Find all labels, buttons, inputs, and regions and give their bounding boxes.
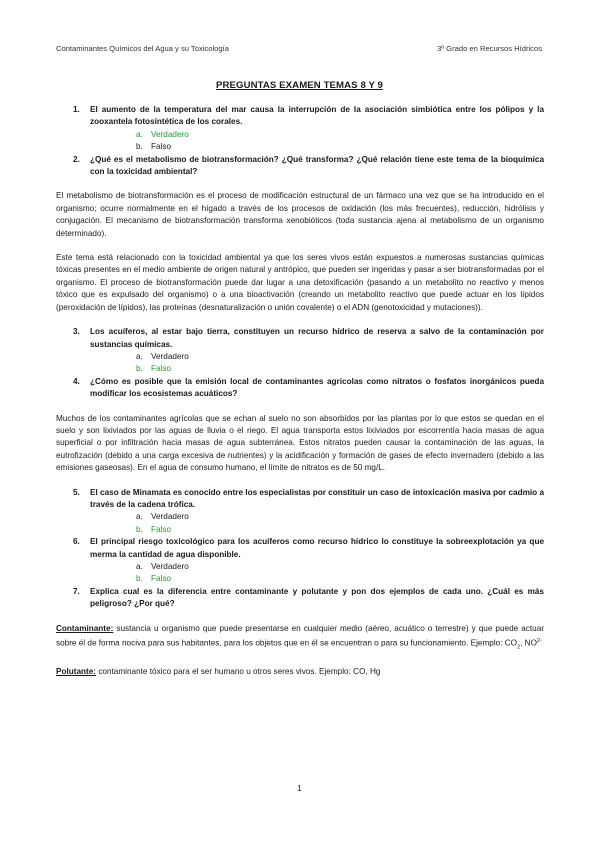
term-polutante: Polutante: bbox=[56, 666, 97, 676]
option-false-correct: b. Falso bbox=[136, 524, 172, 534]
question-text: Los acuíferos, al estar bajo tierra, constituyen un recurso hídrico de reserva a salvo de la contaminación por sustancias químicas. bbox=[90, 327, 544, 349]
question-7 bbox=[56, 586, 544, 611]
option-true: a. Verdadero bbox=[136, 562, 189, 571]
option-false-correct: b. Falso bbox=[136, 364, 172, 374]
question-number: 4. bbox=[73, 376, 80, 386]
option-true: a. Verdadero bbox=[136, 512, 189, 522]
question-text: El aumento de la temperatura del mar causa la interrupción de la asociación simbiótica entre los pólipos y la zooxantela fotosintética de los corales. bbox=[90, 105, 544, 127]
header-degree: 3º Grado en Recursos Hídricos bbox=[437, 44, 542, 53]
question-text: El caso de Minamata es conocido entre los especialistas por constituir un caso de intoxicación masiva por cadmio a través de la cadena trófica. bbox=[90, 487, 544, 509]
question-text: ¿Qué es el metabolismo de biotransformación? ¿Qué transforma? ¿Qué relación tiene este tema de la bioquímica con la toxicidad ambiental? bbox=[90, 154, 544, 177]
question-6 bbox=[56, 536, 544, 561]
question-number: 1. bbox=[73, 105, 80, 114]
term-contaminante: Contaminante: bbox=[56, 623, 114, 633]
definition-contaminante: Contaminante: sustancia u organismo que puede presentarse en cualquier medio (aéreo, acuático o terrestre) y que puede actuar sobre él de forma nociva para sus habitantes, para los objetos que en él se encuentran o para su funcionamiento. Ejemplo: $CO_2$, $NO^{2-}$ bbox=[56, 623, 544, 651]
question-3-options bbox=[56, 351, 544, 376]
question-number: 2. bbox=[73, 154, 80, 164]
question-3 bbox=[56, 326, 544, 351]
option-true: a. Verdadero bbox=[136, 351, 189, 361]
question-number: 6. bbox=[73, 537, 80, 547]
option-false-correct: b. Falso bbox=[136, 574, 172, 584]
option-false: b. Falso bbox=[136, 142, 172, 152]
answer-paragraph: Muchos de los contaminantes agrícolas que se echan al suelo no son absorbidos por las plantas por lo que estos se quedan en el suelo y son lixiviados por las aguas de lluvia o el riego. El agua transporta estos lixiviados por escorrentía hacia masas de agua superficial o por infiltración hacia masas de agua subterránea. Estos nitratos pueden causar la contaminación de las aguas, la eutrofización (debido a una carga excesiva de nutrientes) y la acidificación y formación de gases de efecto invernadero (debido a las emisiones gaseosas). En el agua de consumo humano, el límite de nitratos es de 50 mg/L. bbox=[56, 413, 544, 473]
question-number: 7. bbox=[73, 586, 80, 596]
question-text: ¿Cómo es posible que la emisión local de contaminantes agrícolas como nitratos o fosfatos inorgánicos pueda modificar los ecosistemas acuáticos? bbox=[90, 376, 544, 399]
question-number: 3. bbox=[73, 327, 80, 337]
page-number: 1 bbox=[297, 784, 302, 793]
question-number: 5. bbox=[73, 487, 80, 497]
answer-paragraph: Este tema está relacionado con la toxicidad ambiental ya que los seres vivos están expuestos a numerosas sustancias químicas tóxicas presentes en el medio ambiente de origen natural y antrópico, que pueden ser ingeridas y pasar a ser biotransformadas por el organismo. El proceso de biotransformación puede dar lugar a una detoxificación (pasando a un metabolito no reactivo y menos tóxico que es expulsado del organismo) o a una bioactivación (creando un metabolito reactivo que puede actuar en los lípidos (peroxidación de lípidos), las proteínas (desnaturalización o unión covalente) o el ADN (genotoxicidad y mutaciones)). bbox=[56, 253, 544, 312]
question-4 bbox=[56, 376, 544, 401]
question-6-options bbox=[56, 561, 544, 586]
option-true-correct: a. Verdadero bbox=[136, 129, 189, 139]
question-5-options bbox=[56, 511, 544, 536]
question-text: El principal riesgo toxicológico para los acuíferos como recurso hídrico lo constituye la sobreexplotación ya que merma la cantidad de agua disponible. bbox=[90, 537, 544, 559]
answer-paragraph: El metabolismo de biotransformación es el proceso de modificación estructural de un fármaco una vez que se ha introducido en el organismo; ocurre normalmente en el hígado a través de los procesos de oxidación (los más frecuentes), reducción, hidrólisis y conjugación. El mecanismo de biotransformación transforma xenobióticos (toda sustancia ajena al metabolismo de un organismo determinado). bbox=[56, 191, 544, 238]
question-1 bbox=[56, 104, 544, 129]
question-1-options bbox=[56, 129, 544, 154]
definition-polutante: Polutante: contaminante tóxico para el ser humano u otros seres vivos. Ejemplo: CO, Hg bbox=[56, 666, 381, 676]
page-title: PREGUNTAS EXAMEN TEMAS 8 Y 9 bbox=[216, 80, 383, 91]
question-5 bbox=[56, 487, 544, 512]
document-body bbox=[56, 104, 544, 678]
question-2 bbox=[56, 154, 544, 179]
question-text: Explica cual es la diferencia entre contaminante y polutante y pon dos ejemplos de cada uno. ¿Cuál es más peligroso? ¿Por qué? bbox=[90, 586, 544, 609]
header-course-title: Contaminantes Químicos del Agua y su Toxicología bbox=[56, 44, 229, 53]
